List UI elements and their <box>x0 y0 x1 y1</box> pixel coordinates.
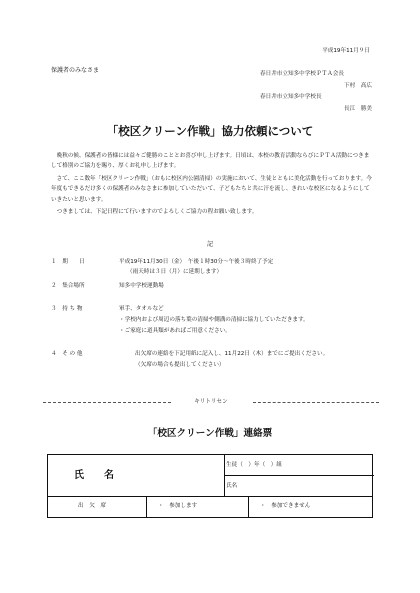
detail-label: ４ そ の 他 <box>51 351 83 357</box>
sender-organization: 春日井市立知多中学校長 <box>260 94 322 100</box>
body-paragraph: さて、ここ数年「校区クリーン作戦」（おもに校区内公園清掃）の実施において、生徒とともに美化活動を行っております。今年度もできるだけ多くの保護者のみなさまに参加していただいて、子どもたちと共に汗を流し、きれいな校区になるようにしていきたいと思います。 <box>51 175 372 203</box>
detail-value: ・学校内および周辺の落ち葉の清掃や側溝の清掃に協力していただきます。 <box>119 317 309 323</box>
option-absent[interactable] <box>248 496 368 517</box>
option-absent-label: ・ 参加できません <box>260 503 311 509</box>
detail-label: ２ 集合場所 <box>51 283 85 289</box>
sender-organization: 春日井市立知多中学校ＰＴＡ会長 <box>260 71 344 77</box>
sender-line <box>260 93 372 105</box>
sender-name: 長江 勝美 <box>344 105 372 112</box>
document-date: 平成19年11月９日 <box>322 48 370 54</box>
detail-label: １ 期 日 <box>51 259 85 265</box>
sender-block <box>260 70 372 116</box>
ki-heading: 記 <box>206 241 213 248</box>
detail-value: （欠席の場合も提出してください） <box>135 362 225 368</box>
sender-line <box>260 105 372 117</box>
body-paragraph: つきましては、下記日程にて行いますのでよろしくご協力の程お願い致します。 <box>56 209 258 216</box>
body-text <box>51 151 373 219</box>
cut-line-label: キリトリセン <box>194 399 228 405</box>
parent-name-field[interactable] <box>48 455 225 496</box>
slip-title: 「校区クリーン作戦」連絡票 <box>147 428 273 439</box>
parent-name-label: 氏名 <box>74 470 134 481</box>
detail-value: 平成19年11月30日（金） 午後１時30分〜午後３時終了予定 <box>119 259 274 265</box>
sender-line <box>260 70 372 82</box>
detail-value: 知多中学校運動場 <box>119 283 164 289</box>
detail-value: 出欠席の連絡を下記用紙に記入し、11月22日（木）までにご提出ください。 <box>135 351 329 357</box>
body-paragraph: 晩秋の候、保護者の皆様には益々ご健勝のこととお喜び申し上げます。日頃は、本校の教育活動ならびにＰＴＡ活動につきまして格別のご協力を賜り、厚くお礼申し上げます。 <box>51 153 370 170</box>
form-row-attendance <box>48 496 372 517</box>
detail-value: ・ご家庭に道具類があればご用意ください。 <box>119 328 231 334</box>
attendance-label: 出 欠 席 <box>78 503 106 509</box>
detail-value: 軍手、タオルなど <box>119 306 164 312</box>
detail-label: ３ 持 ち 物 <box>51 306 83 312</box>
dashed-divider <box>253 402 379 403</box>
option-attend[interactable] <box>146 496 249 517</box>
addressee: 保護者のみなさま <box>51 67 100 74</box>
attendance-form <box>47 454 373 518</box>
sender-name: 下村 高広 <box>344 82 372 89</box>
student-name-label: 氏名 <box>226 483 238 489</box>
attendance-label-cell <box>48 496 147 517</box>
cut-line <box>43 398 379 406</box>
sender-line <box>260 82 372 94</box>
detail-value: （雨天時は３日（月）に延期します） <box>127 269 223 275</box>
option-attend-label: ・ 参加します <box>158 503 198 509</box>
form-row-name <box>48 455 372 497</box>
student-class-label: 生徒（ ）年（ ）組 <box>226 462 282 468</box>
document-title: 「校区クリーン作戦」協力依頼について <box>106 124 314 138</box>
